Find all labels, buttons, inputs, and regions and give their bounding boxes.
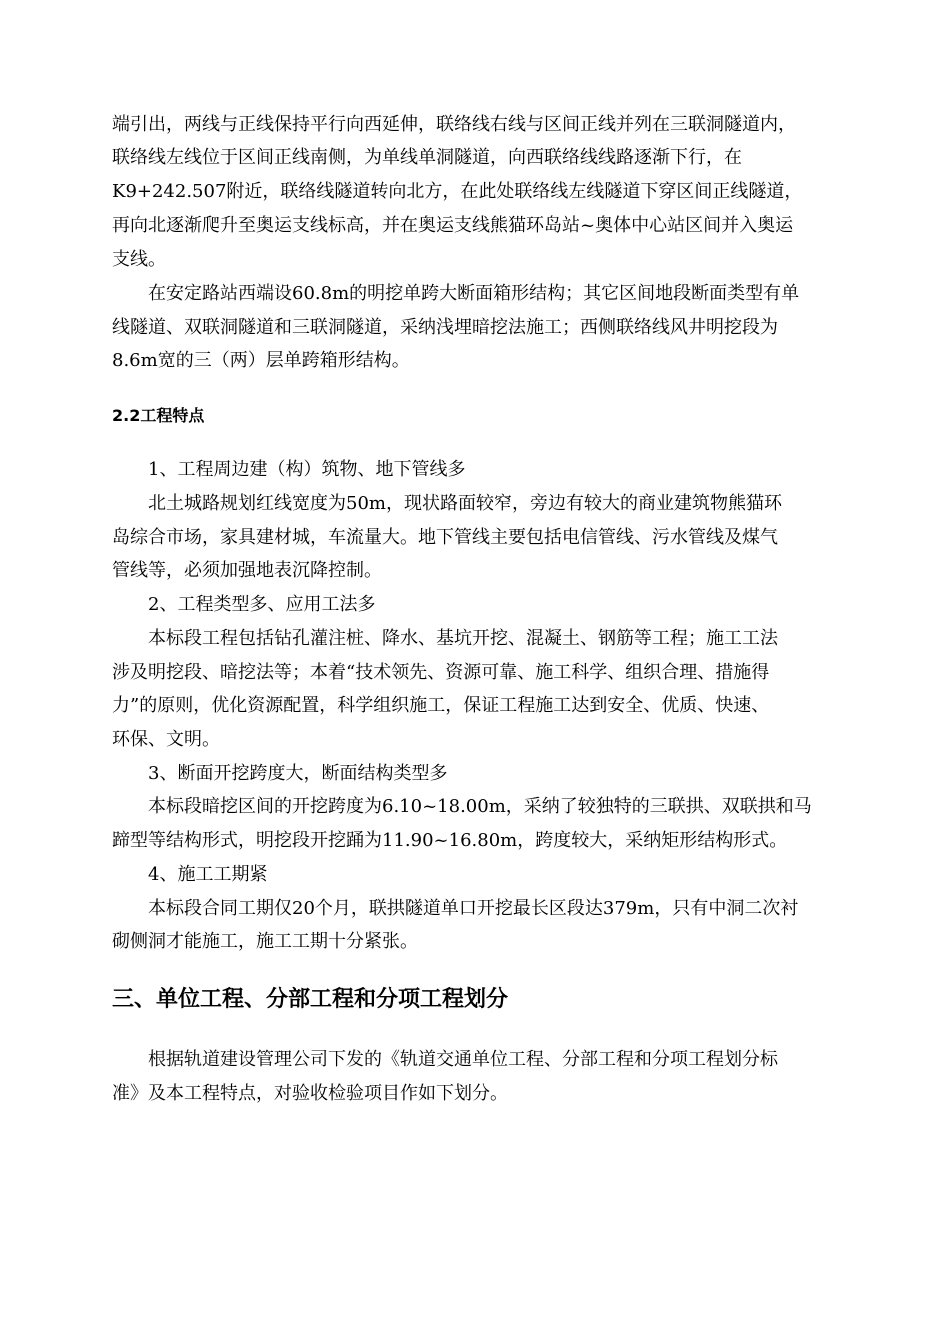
section-3-line-1: 根据轨道建设管理公司下发的《轨道交通单位工程、分部工程和分项工程划分标 (148, 1049, 778, 1070)
section-heading-3: 三、单位工程、分部工程和分项工程划分 (112, 987, 509, 1012)
section-3-line-2: 准》及本工程特点，对验收检验项目作如下划分。 (112, 1083, 508, 1104)
item-1-line-3: 管线等，必须加强地表沉降控制。 (112, 560, 382, 581)
item-heading-3: 3、断面开挖跨度大，断面结构类型多 (148, 763, 448, 784)
structure-line-3: 8.6m宽的三（两）层单跨箱形结构。 (112, 350, 410, 371)
item-heading-4: 4、施工工期紧 (148, 864, 268, 885)
item-1-line-2: 岛综合市场，家具建材城，车流量大。地下管线主要包括电信管线、污水管线及煤气 (112, 527, 778, 548)
item-4-line-1: 本标段合同工期仅20个月，联拱隧道单口开挖最长区段达379m，只有中洞二次衬 (148, 898, 799, 919)
structure-line-2: 线隧道、双联洞隧道和三联洞隧道，采纳浅埋暗挖法施工；西侧联络线风井明挖段为 (112, 317, 778, 338)
item-2-line-2: 涉及明挖段、暗挖法等；本着“技术领先、资源可靠、施工科学、组织合理、措施得 (112, 662, 770, 683)
item-heading-2: 2、工程类型多、应用工法多 (148, 594, 376, 615)
item-2-line-4: 环保、文明。 (112, 729, 220, 750)
intro-line-1: 端引出，两线与正线保持平行向西延伸，联络线右线与区间正线并列在三联洞隧道内， (112, 114, 796, 135)
intro-line-2: 联络线左线位于区间正线南侧，为单线单洞隧道，向西联络线线路逐渐下行，在 (112, 147, 742, 168)
intro-line-4: 再向北逐渐爬升至奥运支线标高，并在奥运支线熊猫环岛站~奥体中心站区间并入奥运 (112, 215, 794, 236)
item-3-line-1: 本标段暗挖区间的开挖跨度为6.10~18.00m，采纳了较独特的三联拱、双联拱和马 (148, 796, 812, 817)
item-2-line-1: 本标段工程包括钻孔灌注桩、降水、基坑开挖、混凝土、钢筋等工程；施工工法 (148, 628, 778, 649)
item-4-line-2: 砌侧洞才能施工，施工工期十分紧张。 (112, 931, 418, 952)
intro-line-3: K9+242.507附近，联络线隧道转向北方，在此处联络线左线隧道下穿区间正线隧道， (112, 181, 803, 202)
item-1-line-1: 北土城路规划红线宽度为50m，现状路面较窄，旁边有较大的商业建筑物熊猫环 (148, 493, 782, 514)
item-heading-1: 1、工程周边建（构）筑物、地下管线多 (148, 459, 466, 480)
structure-line-1: 在安定路站西端设60.8m的明挖单跨大断面箱形结构；其它区间地段断面类型有单 (148, 283, 800, 304)
section-heading-2-2: 2.2工程特点 (112, 406, 205, 425)
intro-line-5: 支线。 (112, 249, 166, 270)
item-2-line-3: 力”的原则，优化资源配置，科学组织施工，保证工程施工达到安全、优质、快速、 (112, 695, 770, 716)
item-3-line-2: 蹄型等结构形式，明挖段开挖踊为11.90~16.80m，跨度较大，采纳矩形结构形式。 (112, 830, 788, 851)
